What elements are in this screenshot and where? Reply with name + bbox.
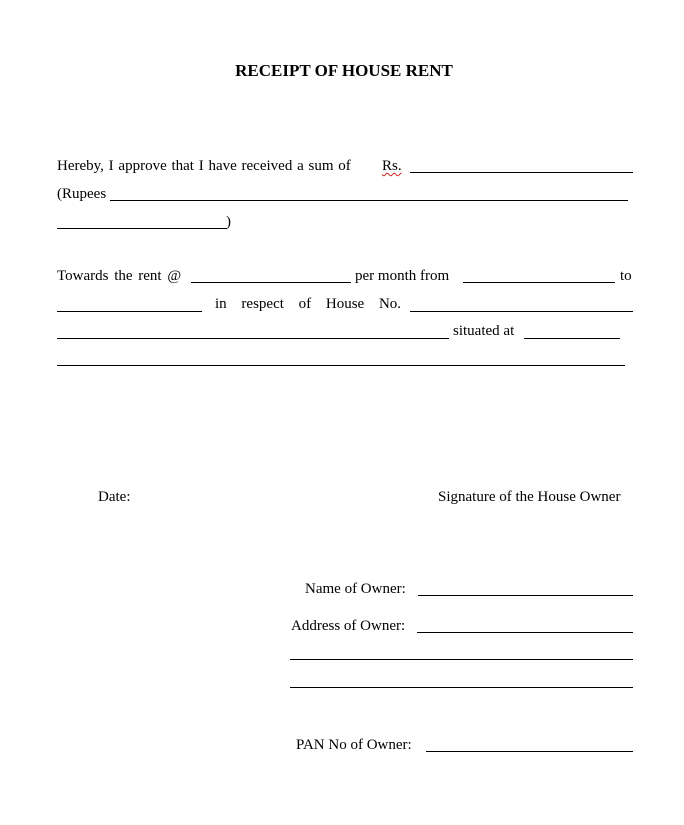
owner-name-field-line[interactable] (418, 595, 633, 596)
rs-label: Rs. (382, 158, 402, 174)
from-date-field-line[interactable] (463, 282, 615, 283)
owner-address-label: Address of Owner: (291, 618, 406, 634)
document-title: RECEIPT OF HOUSE RENT (235, 61, 453, 80)
date-label: Date: (98, 489, 131, 505)
rupees-words-field-line[interactable] (110, 200, 628, 201)
house-address-field-line[interactable] (57, 338, 449, 339)
towards-rent-text: Towards the rent @ (57, 268, 182, 284)
rupees-label: (Rupees (57, 186, 107, 202)
owner-address-line-2[interactable] (290, 659, 633, 660)
to-text: to (620, 268, 632, 284)
owner-pan-field-line[interactable] (426, 751, 633, 752)
rupees-words-continued-line[interactable] (57, 228, 227, 229)
situated-at-field-line[interactable] (524, 338, 620, 339)
owner-address-field-line[interactable] (417, 632, 633, 633)
situated-continued-line[interactable] (57, 365, 625, 366)
house-number-field-line[interactable] (410, 311, 633, 312)
owner-name-label: Name of Owner: (305, 581, 406, 597)
rent-amount-field-line[interactable] (191, 282, 351, 283)
in-respect-text: in respect of House No. (215, 296, 402, 312)
amount-field-line[interactable] (410, 172, 633, 173)
to-date-field-line[interactable] (57, 311, 202, 312)
owner-pan-label: PAN No of Owner: (296, 737, 412, 753)
owner-address-line-3[interactable] (290, 687, 633, 688)
per-month-from-text: per month from (355, 268, 450, 284)
hereby-text: Hereby, I approve that I have received a sum of (57, 158, 351, 174)
signature-label: Signature of the House Owner (438, 489, 621, 505)
situated-at-text: situated at (453, 323, 515, 339)
close-paren: ) (226, 214, 231, 230)
